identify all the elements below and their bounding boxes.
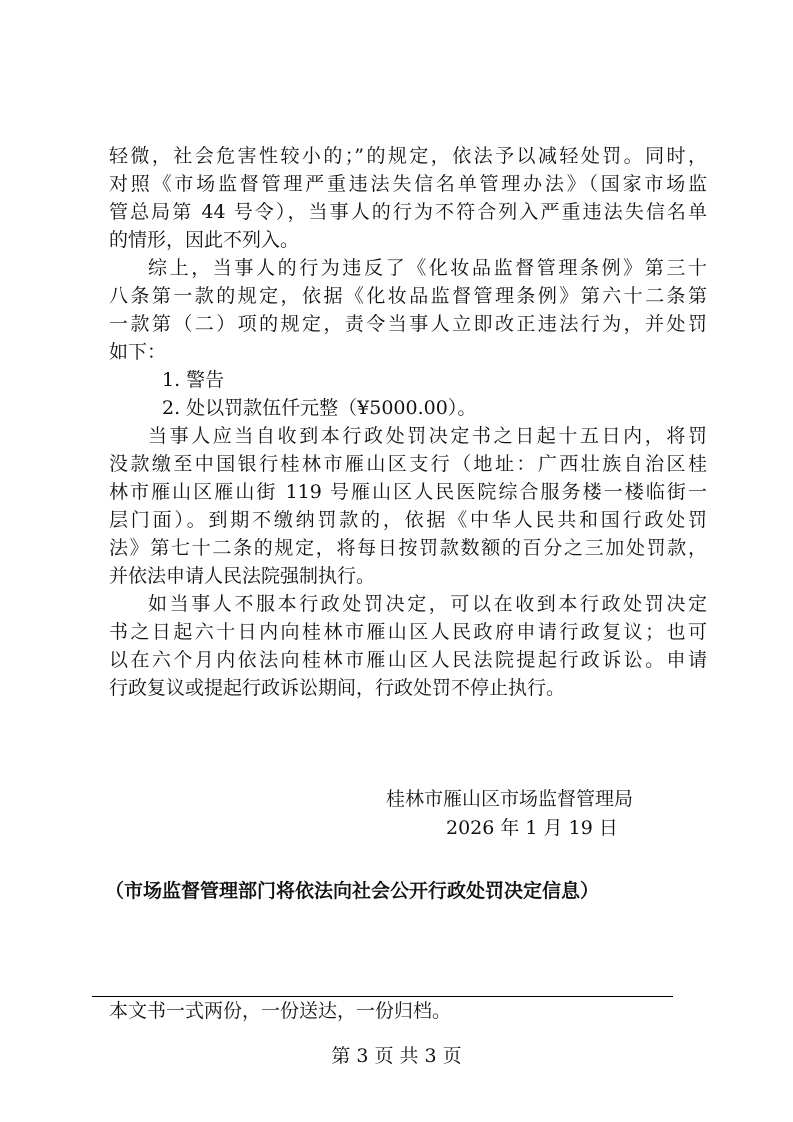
text-line: 书之日起六十日内向桂林市雁山区人民政府申请行政复议；也可 [109,621,707,643]
text-line: 一款第（二）项的规定，责令当事人立即改正违法行为，并处罚 [109,313,707,335]
page-number: 第 3 页 共 3 页 [331,1045,462,1067]
text-line: 当事人应当自收到本行政处罚决定书之日起十五日内，将罚 [148,425,707,447]
footer-divider [92,996,673,997]
text-line: 轻微，社会危害性较小的；”的规定，依法予以减轻处罚。同时， [109,145,707,167]
disclosure-notice: （市场监督管理部门将依法向社会公开行政处罚决定信息） [105,880,600,902]
text-line: 对照《市场监督管理严重违法失信名单管理办法》（国家市场监 [109,173,707,195]
text-line: 管总局第 44 号令），当事人的行为不符合列入严重违法失信名单 [109,201,707,223]
penalty-item: 2. 处以罚款伍仟元整（¥5000.00）。 [162,397,477,419]
text-line: 八条第一款的规定，依据《化妆品监督管理条例》第六十二条第 [109,285,707,307]
text-line: 层门面）。到期不缴纳罚款的，依据《中华人民共和国行政处罚 [109,509,707,531]
copies-note: 本文书一式两份，一份送达，一份归档。 [109,1000,452,1022]
text-line: 如下： [109,341,167,363]
text-line: 林市雁山区雁山街 119 号雁山区人民医院综合服务楼一楼临街一 [109,481,707,503]
issue-date: 2026 年 1 月 19 日 [446,817,618,839]
text-line: 的情形，因此不列入。 [109,229,300,251]
text-line: 以在六个月内依法向桂林市雁山区人民法院提起行政诉讼。申请 [109,649,707,671]
penalty-item: 1. 警告 [162,369,225,391]
text-line: 没款缴至中国银行桂林市雁山区支行（地址：广西壮族自治区桂 [109,453,707,475]
text-line: 行政复议或提起行政诉讼期间，行政处罚不停止执行。 [109,677,566,699]
text-line: 如当事人不服本行政处罚决定，可以在收到本行政处罚决定 [148,593,707,615]
text-line: 法》第七十二条的规定，将每日按罚款数额的百分之三加处罚款， [109,537,707,559]
text-line: 并依法申请人民法院强制执行。 [109,565,376,587]
issuing-authority: 桂林市雁山区市场监督管理局 [386,788,634,810]
text-line: 综上，当事人的行为违反了《化妆品监督管理条例》第三十 [148,257,707,279]
